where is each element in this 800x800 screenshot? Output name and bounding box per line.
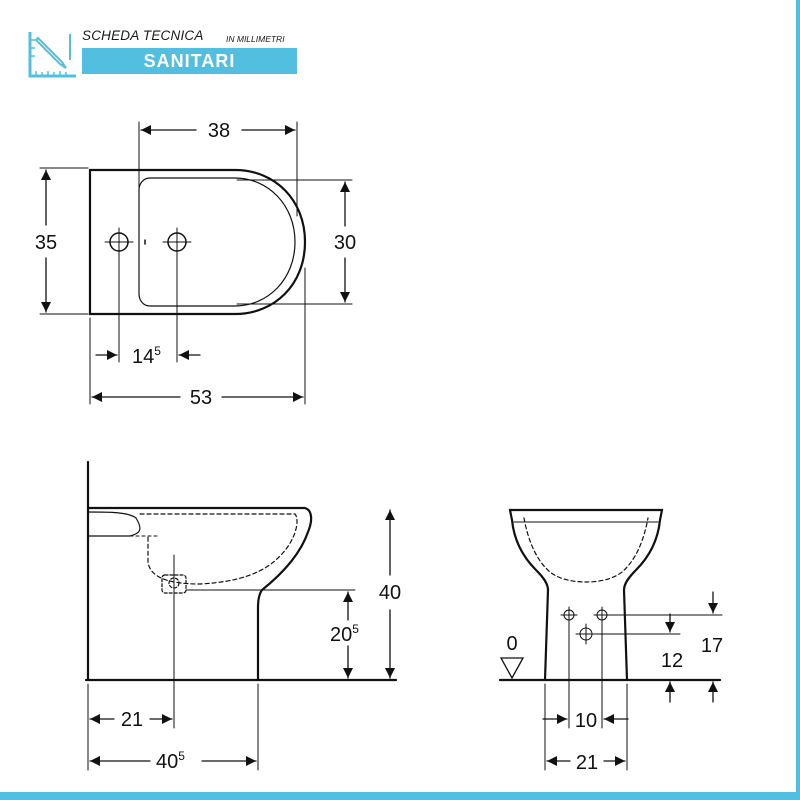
page-subtitle: IN MILLIMETRI [226, 34, 285, 44]
page-title: SCHEDA TECNICA [82, 28, 204, 43]
side-view-bowl-dashed [140, 514, 297, 584]
category-banner: SANITARI [82, 48, 297, 74]
dim-label-40: 40 [378, 582, 402, 604]
top-view [40, 122, 352, 404]
side-view-outline [88, 508, 311, 680]
dim-label-30: 30 [333, 232, 357, 254]
right-accent-bar [796, 0, 800, 800]
dim-label-53: 53 [189, 387, 213, 409]
front-view-bowl-dashed [524, 518, 648, 582]
dim-label-21-side: 21 [120, 709, 144, 731]
dim-label-14-5: $14^5$ [132, 344, 161, 368]
dim-label-17: 17 [700, 635, 724, 657]
inlet-right-icon [594, 607, 610, 623]
front-view [500, 510, 722, 770]
dim-label-21-front: 21 [575, 752, 599, 774]
dim-label-38: 38 [207, 120, 231, 142]
bottom-accent-bar [0, 792, 800, 800]
dim-label-0: 0 [506, 633, 518, 655]
top-view-bowl-rim [139, 178, 295, 306]
dim-label-10: 10 [574, 710, 598, 732]
dim-label-35: 35 [34, 232, 58, 254]
side-view-labels [121, 582, 401, 773]
drain-center-icon [576, 624, 596, 644]
front-view-outline [510, 510, 662, 680]
dim-label-12: 12 [660, 650, 684, 672]
top-view-labels [35, 120, 356, 409]
floor-level-icon [501, 658, 523, 678]
dim-label-40-5: $40^5$ [156, 749, 185, 773]
tap-hole-icon [105, 228, 133, 256]
front-view-labels [506, 633, 723, 774]
dim-label-20-5: $20^5$ [330, 622, 359, 646]
inlet-left-icon [561, 607, 577, 623]
drain-hole-icon [163, 228, 191, 256]
